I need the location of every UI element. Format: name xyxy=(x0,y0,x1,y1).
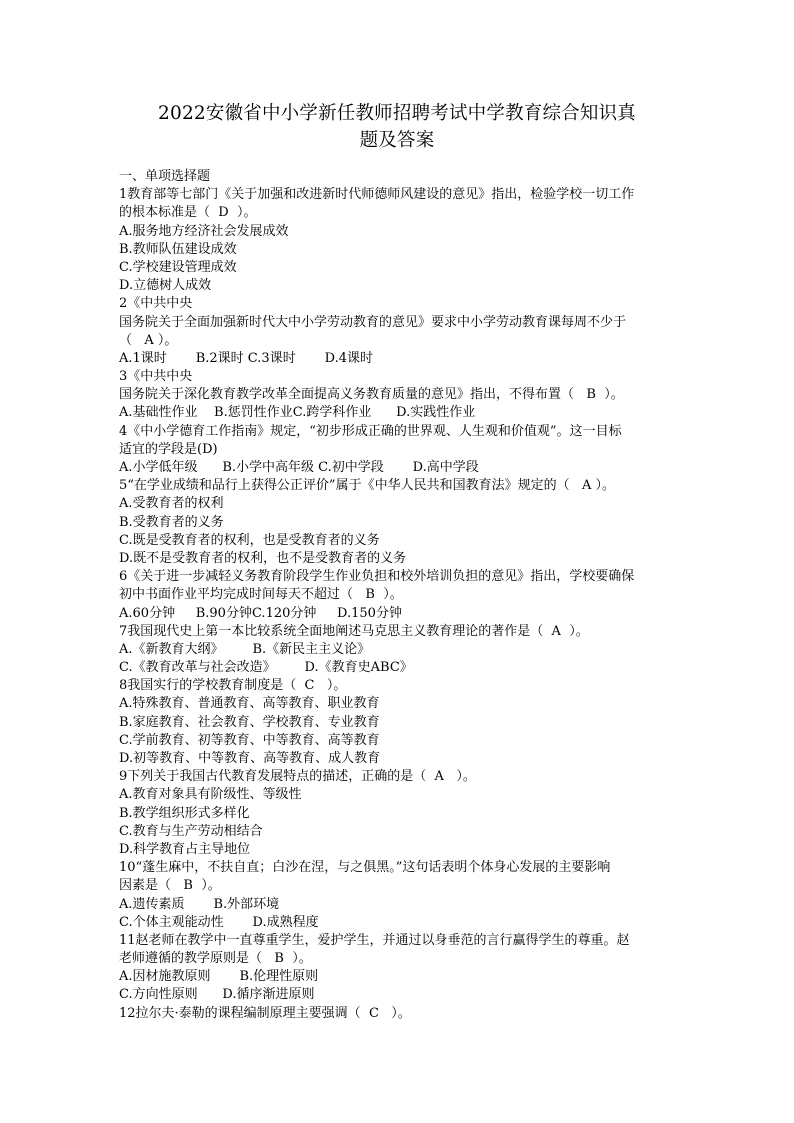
question-5-option-a: A.受教育者的权利 xyxy=(119,496,224,512)
question-10-options-cd: C.个体主观能动性 D.成熟程度 xyxy=(119,914,319,930)
question-11-options-cd: C.方向性原则 D.循序渐进原则 xyxy=(119,987,315,1003)
question-1-option-d: D.立德树人成效 xyxy=(119,278,212,294)
question-9-option-d: D.科学教育占主导地位 xyxy=(119,841,251,857)
question-8-option-a: A.特殊教育、普通教育、高等教育、职业教育 xyxy=(119,696,380,712)
document-body xyxy=(119,168,679,1023)
question-10-options-ab: A.遗传素质 B.外部环境 xyxy=(119,896,280,912)
question-5-option-c: C.既是受教育者的权利，也是受教育者的义务 xyxy=(119,532,380,548)
question-5-stem: 5“在学业成绩和品行上获得公正评价”属于《中华人民共和国教育法》规定的（ A ）。 xyxy=(119,478,615,494)
question-4-stem: 4《中小学德育工作指南》规定，“初步形成正确的世界观、人生观和价值观”。这一目标 xyxy=(119,423,622,439)
question-4-options: A.小学低年级 B.小学中高年级 C.初中学段 D.高中学段 xyxy=(119,460,479,475)
section-heading: 一、单项选择题 xyxy=(119,169,211,184)
document-title xyxy=(110,100,684,154)
question-11-stem-cont: 老师遵循的教学原则是（ B ）。 xyxy=(119,951,312,967)
question-10-stem-cont: 因素是（ B ）。 xyxy=(119,878,221,894)
question-1-stem: 1教育部等七部门《关于加强和改进新时代师德师风建设的意见》指出，检验学校一切工作 xyxy=(119,187,635,203)
question-9-option-a: A.教育对象具有阶级性、等级性 xyxy=(119,787,302,803)
question-6-stem: 6《关于进一步减轻义务教育阶段学生作业负担和校外培训负担的意见》指出，学校要确保 xyxy=(119,569,635,585)
question-4-stem-cont: 适宜的学段是(D) xyxy=(119,441,218,457)
question-8-option-b: B.家庭教育、社会教育、学校教育、专业教育 xyxy=(119,714,380,730)
question-10-stem: 10“蓬生麻中，不扶自直；白沙在涅，与之俱黑。”这句话表明个体身心发展的主要影响 xyxy=(119,860,611,876)
question-3-stem: 3《中共中央 xyxy=(119,369,193,385)
question-9-option-c: C.教育与生产劳动相结合 xyxy=(119,823,263,839)
question-6-stem-cont: 初中书面作业平均完成时间每天不超过（ B ）。 xyxy=(119,587,403,603)
title-line-2: 题及答案 xyxy=(359,130,435,151)
question-2-stem-cont: 国务院关于全面加强新时代大中小学劳动教育的意见》要求中小学劳动教育课每周不少于 xyxy=(119,314,627,330)
question-7-options-ab: A.《新教育大纲》 B.《新民主主义论》 xyxy=(119,641,371,657)
question-5-option-b: B.受教育者的义务 xyxy=(119,514,224,530)
question-2-answer: （ A ）。 xyxy=(119,332,178,348)
question-9-option-b: B.教学组织形式多样化 xyxy=(119,805,250,821)
question-8-option-c: C.学前教育、初等教育、中等教育、高等教育 xyxy=(119,732,380,748)
title-line-1: 2022安徽省中小学新任教师招聘考试中学教育综合知识真 xyxy=(158,103,636,124)
question-1-option-a: A.服务地方经济社会发展成效 xyxy=(119,223,289,239)
question-1-option-b: B.教师队伍建设成效 xyxy=(119,241,237,257)
question-1-stem-cont: 的根本标准是（ D ）。 xyxy=(119,205,257,221)
question-12-stem: 12拉尔夫·泰勒的课程编制原理主要强调（ C ）。 xyxy=(119,1005,411,1021)
question-11-stem: 11赵老师在教学中一直尊重学生，爱护学生，并通过以身垂范的言行赢得学生的尊重。赵 xyxy=(119,932,630,948)
question-3-stem-cont: 国务院关于深化教育教学改革全面提高义务教育质量的意见》指出，不得布置（ B ）。 xyxy=(119,387,624,403)
question-2-stem: 2《中共中央 xyxy=(119,296,193,312)
question-7-stem: 7我国现代史上第一本比较系统全面地阐述马克思主义教育理论的著作是（ A ）。 xyxy=(119,623,589,639)
question-1-option-c: C.学校建设管理成效 xyxy=(119,259,237,275)
question-6-options: A.60分钟 B.90分钟C.120分钟 D.150分钟 xyxy=(119,605,402,621)
question-5-option-d: D.既不是受教育者的权利，也不是受教育者的义务 xyxy=(119,550,407,566)
question-8-option-d: D.初等教育、中等教育、高等教育、成人教育 xyxy=(119,751,381,766)
question-11-options-ab: A.因材施教原则 B.伦理性原则 xyxy=(119,969,319,985)
question-3-options: A.基础性作业 B.惩罚性作业C.跨学科作业 D.实践性作业 xyxy=(119,405,476,421)
question-2-options: A.1课时 B.2课时 C.3课时 D.4课时 xyxy=(119,350,373,366)
question-9-stem: 9下列关于我国古代教育发展特点的描述，正确的是（ A ）。 xyxy=(119,769,476,785)
question-7-options-cd: C.《教育改革与社会改造》 D.《教育史ABC》 xyxy=(119,660,413,676)
question-8-stem: 8我国实行的学校教育制度是（ C ）。 xyxy=(119,678,347,694)
